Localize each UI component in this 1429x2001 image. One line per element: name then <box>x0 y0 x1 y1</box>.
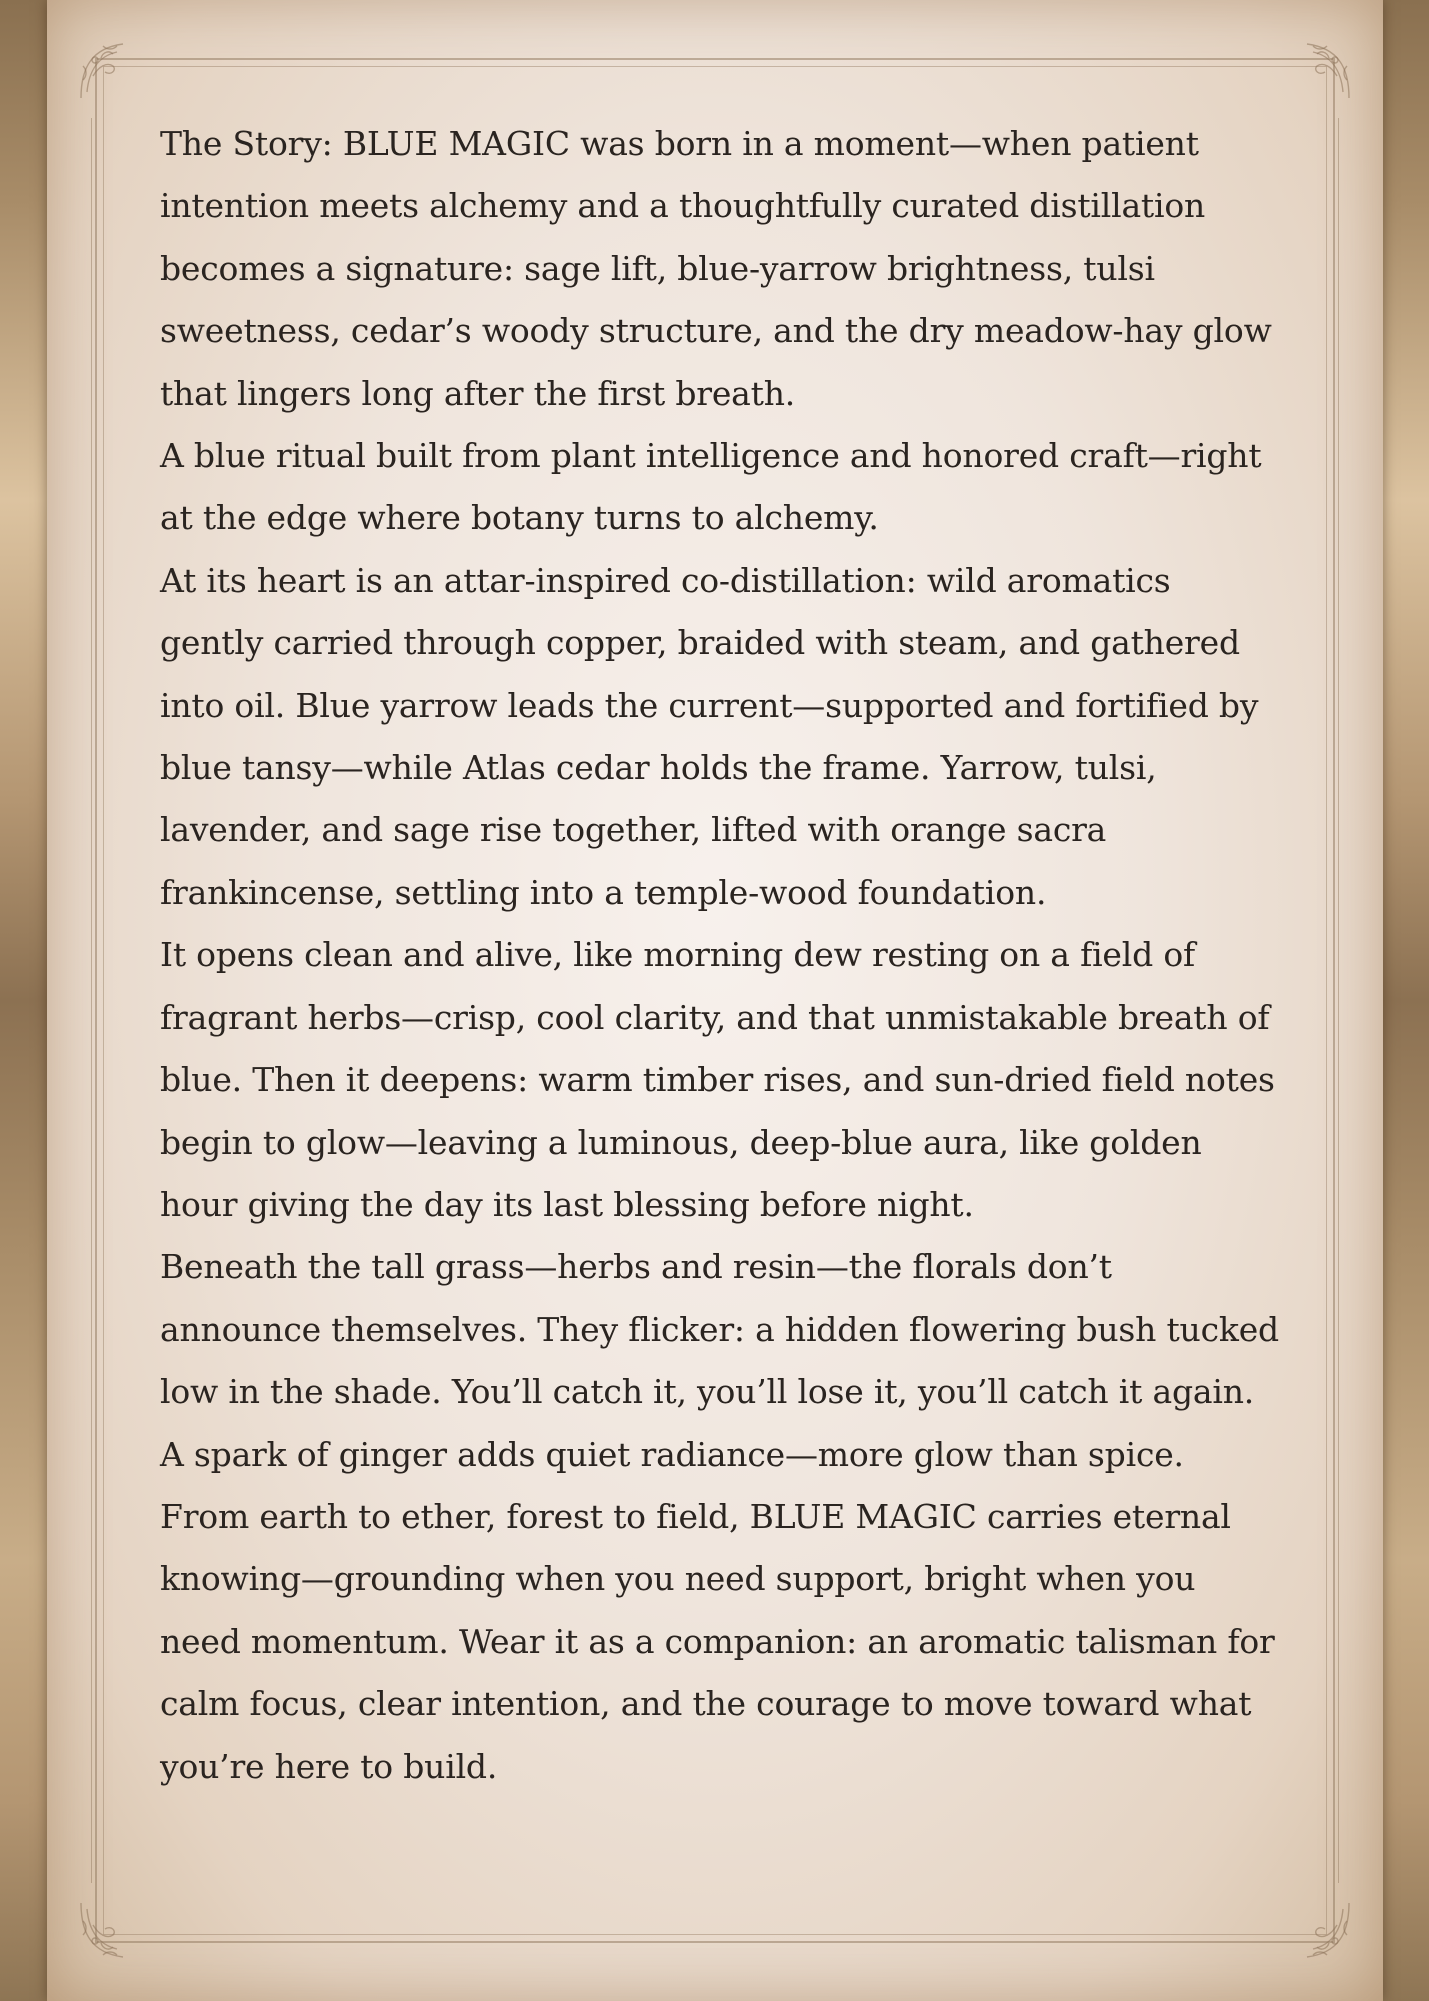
story-paragraph: Beneath the tall grass—herbs and resin—the florals don’t announce themselves. They flicker: a hidden flowering bush tucked low in the shade. You’ll catch it, you’ll lose it, you’ll catch it again. A spark of ginger adds quiet radiance—more glow than spice. <box>160 1247 1279 1474</box>
frame-side-line-left <box>91 118 92 1883</box>
story-paragraph: From earth to ether, forest to field, BLUE MAGIC carries eternal knowing—grounding when you need support, bright when you need momentum. Wear it as a companion: an aromatic talisman for calm focus, clear intention, and the courage to move toward what you’re here to build. <box>160 1496 1275 1786</box>
parchment-page <box>47 0 1383 2001</box>
story-paragraph: A blue ritual built from plant intelligence and honored craft—right at the edge where botany turns to alchemy. <box>160 436 1262 538</box>
story-paragraph: At its heart is an attar-inspired co-distillation: wild aromatics gently carried through copper, braided with steam, and gathered into oil. Blue yarrow leads the current—supported and fortified by blue tansy—while Atlas cedar holds the frame. Yarrow, tulsi, lavender, and sage rise together, lifted with orange sacra frankincense, settling into a temple-wood foundation. <box>160 560 1259 912</box>
corner-flourish-icon <box>1287 1895 1357 1965</box>
frame-side-line-right <box>1338 118 1339 1883</box>
corner-flourish-icon <box>73 36 143 106</box>
story-text-body <box>160 113 1280 1798</box>
story-paragraph: The Story: BLUE MAGIC was born in a moment—when patient intention meets alchemy and a thoughtfully curated distillation becomes a signature: sage lift, blue-yarrow brightness, tulsi sweetness, cedar’s woody structure, and the dry meadow-hay glow that lingers long after the first breath. <box>160 124 1272 413</box>
story-paragraph: It opens clean and alive, like morning dew resting on a field of fragrant herbs—crisp, cool clarity, and that unmistakable breath of blue. Then it deepens: warm timber rises, and sun-dried field notes begin to glow—leaving a luminous, deep-blue aura, like golden hour giving the day its last blessing before night. <box>160 935 1275 1224</box>
corner-flourish-icon <box>1287 36 1357 106</box>
corner-flourish-icon <box>73 1895 143 1965</box>
